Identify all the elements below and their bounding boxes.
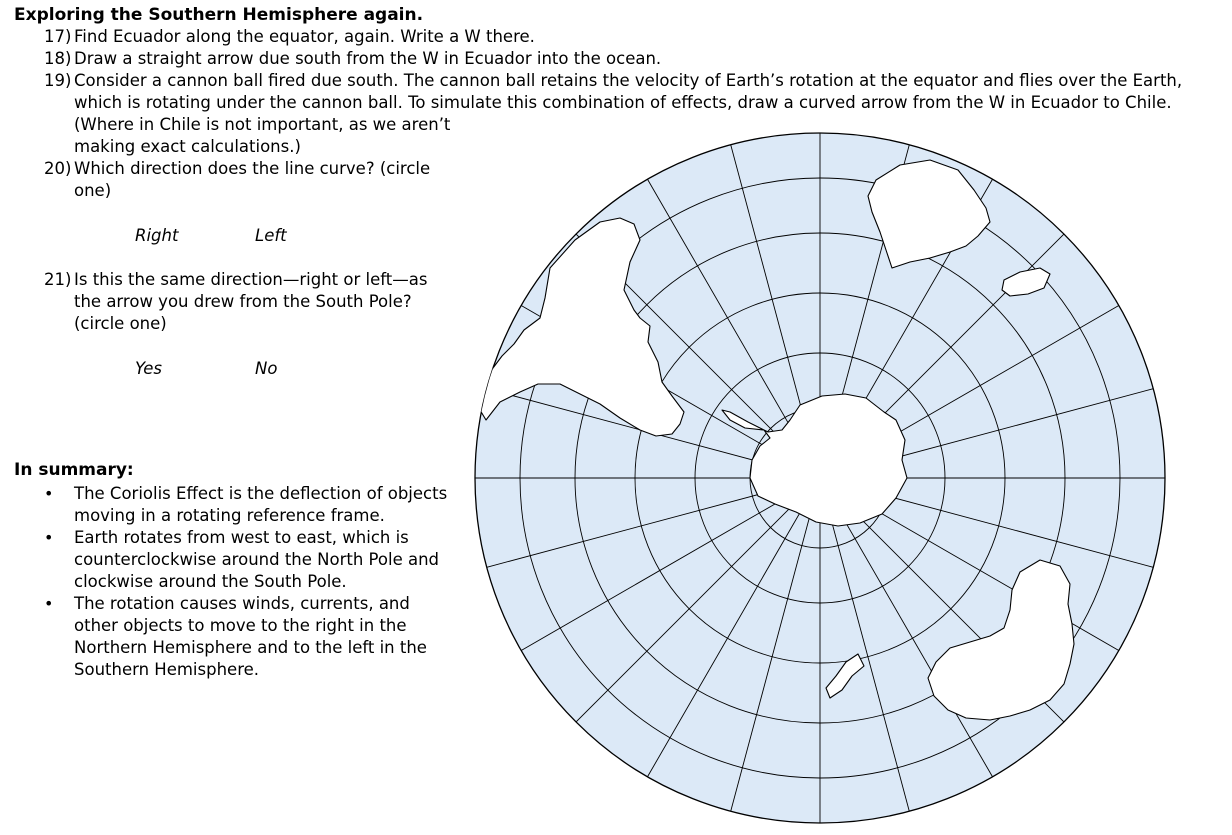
question-text: Draw a straight arrow due south from the W in Ecuador into the ocean. bbox=[74, 49, 662, 68]
choice-yes[interactable]: Yes bbox=[135, 359, 163, 378]
question-number: 17) bbox=[44, 27, 72, 46]
bullet-icon: • bbox=[44, 594, 54, 613]
question-text-line: which is rotating under the cannon ball. To simulate this combination of effects, draw a curved arrow from the W in Ecuador to Chile. bbox=[74, 93, 1172, 112]
summary-item-1: The Coriolis Effect is the deflection of objects moving in a rotating reference frame. bbox=[74, 484, 448, 525]
bullet-icon: • bbox=[44, 528, 54, 547]
summary-item-3: The rotation causes winds, currents, and other objects to move to the right in the Northern Hemisphere and to the left in the Southern Hemisphere. bbox=[74, 594, 427, 679]
question-text-line: (circle one) bbox=[74, 314, 167, 333]
question-number: 20) bbox=[44, 159, 72, 178]
page-title: Exploring the Southern Hemisphere again. bbox=[14, 5, 424, 25]
question-text-line: (Where in Chile is not important, as we aren’t bbox=[74, 115, 451, 134]
choice-no[interactable]: No bbox=[255, 359, 278, 378]
question-text-line: Consider a cannon ball fired due south. The cannon ball retains the velocity of Earth’s rotation at the equator and flies over the Earth, bbox=[74, 71, 1183, 90]
choice-right[interactable]: Right bbox=[135, 226, 179, 245]
question-text-line: the arrow you drew from the South Pole? bbox=[74, 292, 412, 311]
question-number: 19) bbox=[44, 71, 72, 90]
summary-item-2: Earth rotates from west to east, which is counterclockwise around the North Pole and clockwise around the South Pole. bbox=[74, 528, 440, 591]
question-text-line: Which direction does the line curve? (circle bbox=[74, 159, 431, 178]
question-number: 21) bbox=[44, 270, 72, 289]
choice-left[interactable]: Left bbox=[255, 226, 287, 245]
question-text-line: one) bbox=[74, 181, 112, 200]
question-number: 18) bbox=[44, 49, 72, 68]
question-text-line: Is this the same direction—right or left—as bbox=[74, 270, 428, 289]
question-text-line: making exact calculations.) bbox=[74, 137, 301, 156]
bullet-icon: • bbox=[44, 484, 54, 503]
summary-heading: In summary: bbox=[14, 460, 134, 480]
question-text: Find Ecuador along the equator, again. Write a W there. bbox=[74, 27, 535, 46]
